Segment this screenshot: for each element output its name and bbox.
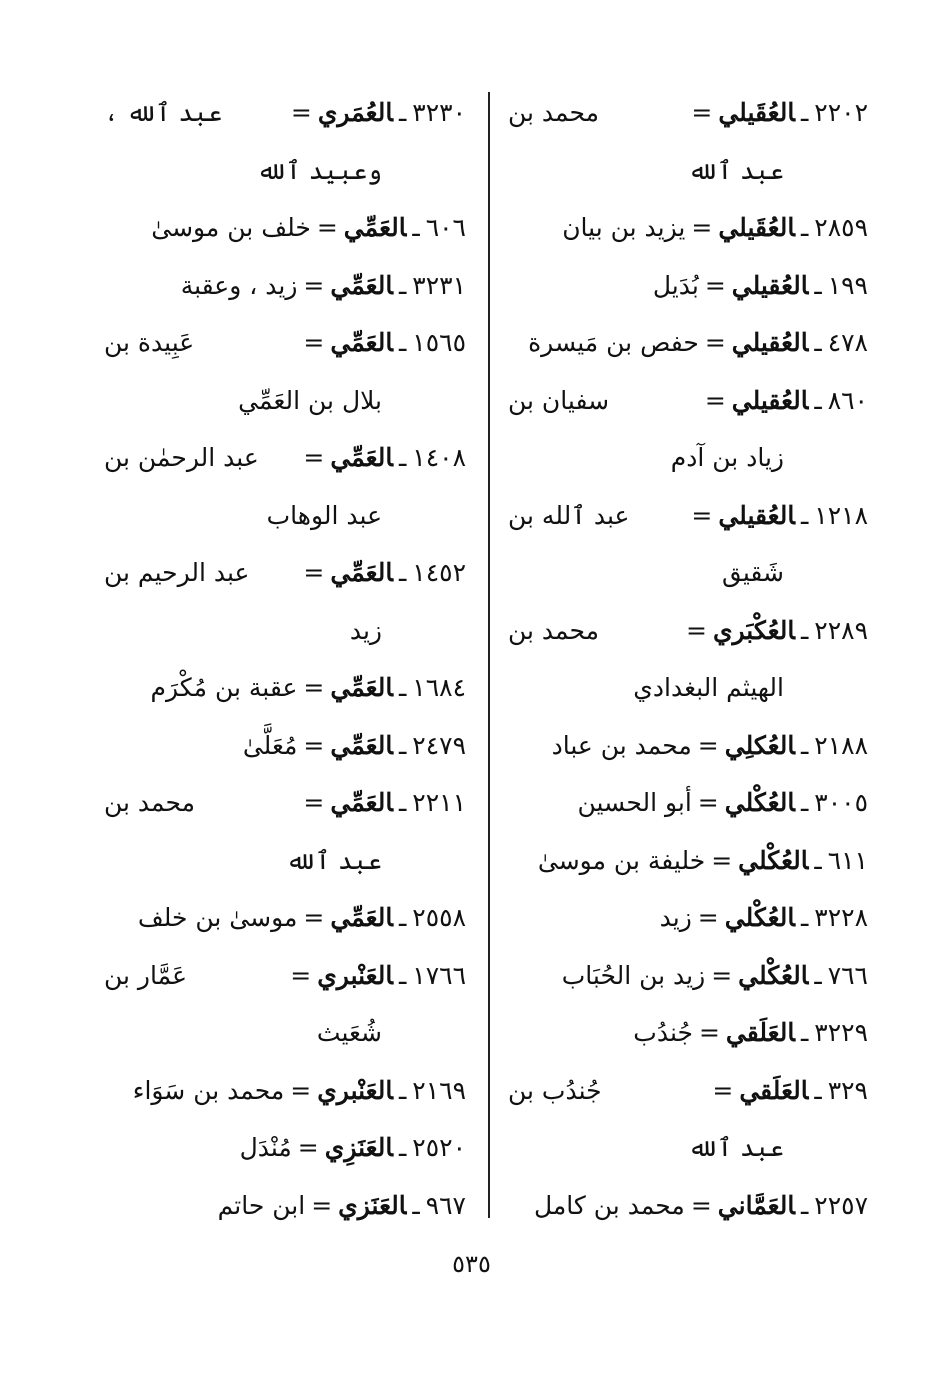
entry-name: محمد بن [508, 98, 600, 127]
entry-name: يزيد بن بيان [562, 213, 686, 242]
entry-line [508, 889, 868, 947]
dash-separator: ـ [814, 270, 822, 300]
entry-number: ٢١٨٨ [814, 730, 868, 760]
equals-sign: = [316, 213, 338, 242]
entry-number: ٤٧٨ [827, 328, 868, 357]
entry-line [104, 314, 466, 372]
equals-sign: = [290, 960, 312, 990]
entry-number: ٧٦٦ [827, 960, 868, 990]
equals-sign: = [690, 1190, 712, 1220]
entry-name: حفص بن مَيسرة [528, 328, 699, 357]
entry-nisba: العُقَيلي [718, 98, 795, 127]
entry-line [104, 1119, 466, 1177]
entry-line [508, 84, 868, 142]
entry-nisba: العَلَقي [725, 1018, 795, 1047]
dash-separator: ـ [412, 1190, 420, 1220]
entry-head [284, 1062, 466, 1120]
entry-head [297, 889, 466, 947]
entry-name: زيد ، وعقبة [180, 270, 298, 300]
entry-line [508, 487, 868, 545]
entry-nisba: العُقيلي [731, 270, 809, 300]
entry-line [104, 717, 466, 775]
entry-nisba: العُكْلي [724, 788, 795, 817]
entry-number: ٣٢٣١ [412, 270, 466, 300]
entry-nisba: العُقَيلي [718, 213, 795, 242]
entry-line [104, 947, 466, 1005]
entry-nisba: العَمِّي [330, 673, 393, 702]
dash-separator: ـ [412, 213, 420, 242]
entry-line [104, 544, 466, 602]
dash-separator: ـ [398, 1075, 407, 1105]
entry-nisba: العُكلِي [724, 730, 795, 760]
entry-head [692, 774, 868, 832]
entry-number: ١٤٥٢ [412, 558, 466, 587]
entry-head [685, 1177, 868, 1235]
entry-nisba: العُكْلي [738, 960, 809, 990]
entry-name: مُنْدَل [239, 1133, 292, 1162]
entry-name: محمد بن كامل [533, 1190, 685, 1220]
index-entry [104, 314, 466, 429]
entry-line [104, 199, 466, 257]
entry-head [297, 659, 466, 717]
equals-sign: = [704, 328, 726, 357]
entry-line [508, 199, 868, 257]
entry-line [508, 602, 868, 660]
entry-number: ٢٢١١ [412, 788, 466, 817]
equals-sign: = [712, 1075, 734, 1105]
equals-sign: = [303, 788, 325, 817]
entry-line [104, 889, 466, 947]
entry-name: عبد الرحيم بن [104, 558, 250, 587]
index-entry [104, 199, 466, 257]
entry-number: ٣٢٣٠ [412, 98, 466, 127]
dash-separator: ـ [398, 98, 407, 127]
entry-number: ٢٥٥٨ [412, 903, 466, 932]
index-entry [508, 1062, 868, 1177]
entry-nisba: العَنَزي [338, 1190, 407, 1220]
dash-separator: ـ [800, 788, 809, 817]
entry-nisba: العُمَري [317, 98, 393, 127]
entry-continuation: بلال بن العَمِّي [238, 385, 382, 415]
entry-number: ٣٢٢٨ [814, 903, 868, 932]
entry-nisba: العَمَّاني [717, 1190, 795, 1220]
entry-name: محمد بن [104, 788, 196, 817]
entry-head [297, 774, 466, 832]
index-entry [508, 889, 868, 947]
entry-head [297, 257, 466, 315]
dash-separator: ـ [814, 845, 822, 875]
index-entry [104, 544, 466, 659]
index-entry [508, 199, 868, 257]
dash-separator: ـ [398, 903, 407, 932]
entry-number: ١٩٩ [827, 270, 868, 300]
entry-line [104, 1177, 466, 1235]
equals-sign: = [290, 98, 312, 127]
index-entry [508, 832, 868, 890]
entry-number: ٢٢٥٧ [814, 1190, 868, 1220]
dash-separator: ـ [398, 270, 407, 300]
entry-head [705, 832, 868, 890]
entry-nisba: العَمِّي [330, 730, 393, 760]
index-entry [508, 314, 868, 372]
index-entry [104, 947, 466, 1062]
index-entry [508, 257, 868, 315]
entry-head [685, 84, 868, 142]
equals-sign: = [697, 903, 719, 932]
dash-separator: ـ [800, 213, 809, 242]
entry-number: ٢٨٥٩ [814, 213, 868, 242]
entry-nisba: العَمِّي [330, 328, 393, 357]
entry-continuation: الهيثم البغدادي [633, 673, 784, 702]
equals-sign: = [303, 903, 325, 932]
dash-separator: ـ [800, 1190, 809, 1220]
dash-separator: ـ [800, 1018, 809, 1047]
entry-name: جُندُب [633, 1018, 693, 1047]
index-entry [508, 1004, 868, 1062]
entry-head [297, 717, 466, 775]
entry-line [104, 774, 466, 832]
entry-continuation: عبد الوهاب [266, 500, 382, 530]
entry-name: خليفة بن موسىٰ [537, 845, 706, 875]
entry-line [508, 1177, 868, 1235]
index-entry [508, 717, 868, 775]
entry-name: محمد بن سَوَاء [132, 1075, 285, 1105]
entry-number: ٦٠٦ [425, 213, 466, 242]
entry-number: ٨٦٠ [827, 385, 868, 415]
index-entry [104, 84, 466, 199]
equals-sign: = [311, 1190, 333, 1220]
equals-sign: = [303, 673, 325, 702]
entry-continuation: شُعَيث [316, 1018, 382, 1047]
entry-continuation: وعبيد ٱلله [256, 155, 382, 185]
index-entry [104, 1062, 466, 1120]
entry-head [699, 257, 868, 315]
entry-number: ٣٢٩ [827, 1075, 868, 1105]
entry-nisba: العَمِّي [330, 903, 393, 932]
equals-sign: = [290, 1075, 312, 1105]
dash-separator: ـ [814, 385, 822, 415]
entry-number: ٢٤٧٩ [412, 730, 466, 760]
index-entry [104, 429, 466, 544]
equals-sign: = [303, 730, 325, 760]
entry-head [285, 84, 466, 142]
equals-sign: = [697, 730, 719, 760]
entry-head [284, 947, 466, 1005]
entry-line [104, 1062, 466, 1120]
entry-name: عَبِيدة بن [104, 328, 195, 357]
dash-separator: ـ [800, 615, 809, 645]
entry-head [311, 199, 466, 257]
entry-head [297, 544, 466, 602]
entry-head [706, 1062, 868, 1120]
entry-line [508, 1004, 868, 1062]
entry-head [685, 487, 868, 545]
entry-line [104, 659, 466, 717]
entry-nisba: العَنْبري [317, 1075, 393, 1105]
entry-nisba: العُكْبَري [712, 615, 795, 645]
entry-continuation: عبد ٱلله [688, 155, 784, 185]
entry-number: ١٤٠٨ [412, 443, 466, 472]
entry-number: ٢١٦٩ [412, 1075, 466, 1105]
dash-separator: ـ [398, 558, 407, 587]
entry-continuation: شَقيق [722, 558, 784, 587]
entry-name: زيد [659, 903, 692, 932]
index-entry [508, 84, 868, 199]
entry-nisba: العَمِّي [330, 558, 393, 587]
entry-line [508, 257, 868, 315]
entry-continuation: عبد ٱلله [286, 845, 382, 875]
entry-nisba: العُكْلي [724, 903, 795, 932]
index-entry [508, 487, 868, 602]
equals-sign: = [303, 270, 325, 300]
equals-sign: = [704, 385, 726, 415]
dash-separator: ـ [800, 903, 809, 932]
entry-line [508, 314, 868, 372]
entry-nisba: العَمِّي [330, 443, 393, 472]
dash-separator: ـ [814, 328, 822, 357]
entry-name: زيد بن الحُبَاب [561, 960, 706, 990]
index-entry [508, 372, 868, 487]
entry-name: محمد بن عباد [551, 730, 692, 760]
entry-number: ١٦٨٤ [412, 673, 466, 702]
equals-sign: = [704, 270, 726, 300]
entry-number: ١٧٦٦ [412, 960, 466, 990]
entry-nisba: العُقيلي [731, 385, 809, 415]
equals-sign: = [303, 443, 325, 472]
entry-head [699, 372, 868, 430]
dash-separator: ـ [800, 730, 809, 760]
equals-sign: = [711, 960, 733, 990]
entry-name: عبد ٱلله بن [508, 500, 630, 530]
index-column-left [104, 84, 466, 1234]
entry-name: سفيان بن [508, 385, 610, 415]
dash-separator: ـ [800, 500, 809, 530]
entry-name: بُدَيل [652, 270, 699, 300]
index-entry [104, 659, 466, 717]
entry-head [692, 889, 868, 947]
equals-sign: = [303, 328, 325, 357]
entry-line [104, 257, 466, 315]
entry-head [680, 602, 868, 660]
dash-separator: ـ [398, 443, 407, 472]
index-entry [508, 1177, 868, 1235]
index-entry [104, 1177, 466, 1235]
entry-number: ٣٢٢٩ [814, 1018, 868, 1047]
index-column-right [508, 84, 868, 1234]
equals-sign: = [697, 788, 719, 817]
entry-number: ٢٢٠٢ [814, 98, 868, 127]
entry-continuation: زياد بن آدم [670, 443, 784, 472]
dash-separator: ـ [398, 328, 407, 357]
entry-name: عقبة بن مُكْرَم [150, 673, 298, 702]
equals-sign: = [303, 558, 325, 587]
entry-head [685, 199, 868, 257]
entry-head [297, 429, 466, 487]
entry-number: ١٥٦٥ [412, 328, 466, 357]
index-entry [104, 774, 466, 889]
entry-name: ابن حاتم [217, 1190, 306, 1220]
entry-line [104, 84, 466, 142]
entry-name: عَمَّار بن [104, 960, 187, 990]
equals-sign: = [711, 845, 733, 875]
entry-name: محمد بن [508, 615, 600, 645]
dash-separator: ـ [800, 98, 809, 127]
entry-line [508, 947, 868, 1005]
dash-separator: ـ [814, 960, 822, 990]
equals-sign: = [691, 213, 713, 242]
entry-line [508, 717, 868, 775]
entry-name: جُندُب بن [508, 1075, 602, 1105]
dash-separator: ـ [398, 730, 407, 760]
entry-name: موسىٰ بن خلف [137, 903, 298, 932]
dash-separator: ـ [398, 1133, 407, 1162]
entry-name: عبد الرحمٰن بن [104, 443, 259, 472]
index-entry [508, 602, 868, 717]
entry-line [508, 774, 868, 832]
entry-line [508, 832, 868, 890]
dash-separator: ـ [398, 960, 407, 990]
entry-line [508, 372, 868, 430]
entry-name: خلف بن موسىٰ [151, 213, 311, 242]
entry-head [699, 314, 868, 372]
entry-number: ٣٠٠٥ [814, 788, 868, 817]
entry-nisba: العَمِّي [330, 788, 393, 817]
index-entry [508, 774, 868, 832]
entry-nisba: العَمِّي [330, 270, 393, 300]
dash-separator: ـ [398, 788, 407, 817]
entry-continuation: عبد ٱلله [688, 1133, 784, 1162]
dash-separator: ـ [398, 673, 407, 702]
equals-sign: = [297, 1133, 319, 1162]
entry-nisba: العُقيلي [731, 328, 809, 357]
entry-continuation: زيد [349, 615, 382, 645]
entry-nisba: العُكْلي [738, 845, 809, 875]
index-entry [104, 889, 466, 947]
entry-line [104, 429, 466, 487]
entry-nisba: العَمِّي [343, 213, 407, 242]
entry-name: أبو الحسين [577, 788, 692, 817]
entry-head [292, 1119, 466, 1177]
entry-number: ٦١١ [827, 845, 868, 875]
index-entry [104, 1119, 466, 1177]
equals-sign: = [685, 615, 707, 645]
entry-name: عبد ٱلله ، [104, 98, 223, 127]
entry-head [692, 717, 868, 775]
entry-number: ٢٢٨٩ [814, 615, 868, 645]
entry-nisba: العَلَقي [739, 1075, 809, 1105]
equals-sign: = [691, 500, 713, 530]
entry-head [305, 1177, 466, 1235]
entry-number: ١٢١٨ [814, 500, 868, 530]
column-divider [488, 92, 490, 1218]
index-entry [508, 947, 868, 1005]
equals-sign: = [698, 1018, 720, 1047]
entry-line [508, 1062, 868, 1120]
entry-number: ٢٥٢٠ [412, 1133, 466, 1162]
page-number: ٥٣٥ [452, 1250, 491, 1278]
entry-head [297, 314, 466, 372]
entry-name: مُعَلَّىٰ [242, 730, 298, 760]
entry-head [705, 947, 868, 1005]
equals-sign: = [691, 98, 713, 127]
entry-nisba: العَنْبري [317, 960, 393, 990]
dash-separator: ـ [814, 1075, 822, 1105]
index-entry [104, 257, 466, 315]
entry-nisba: العَنَزِي [324, 1133, 393, 1162]
entry-head [693, 1004, 868, 1062]
index-entry [104, 717, 466, 775]
entry-number: ٩٦٧ [425, 1190, 466, 1220]
entry-nisba: العُقيلي [718, 500, 795, 530]
